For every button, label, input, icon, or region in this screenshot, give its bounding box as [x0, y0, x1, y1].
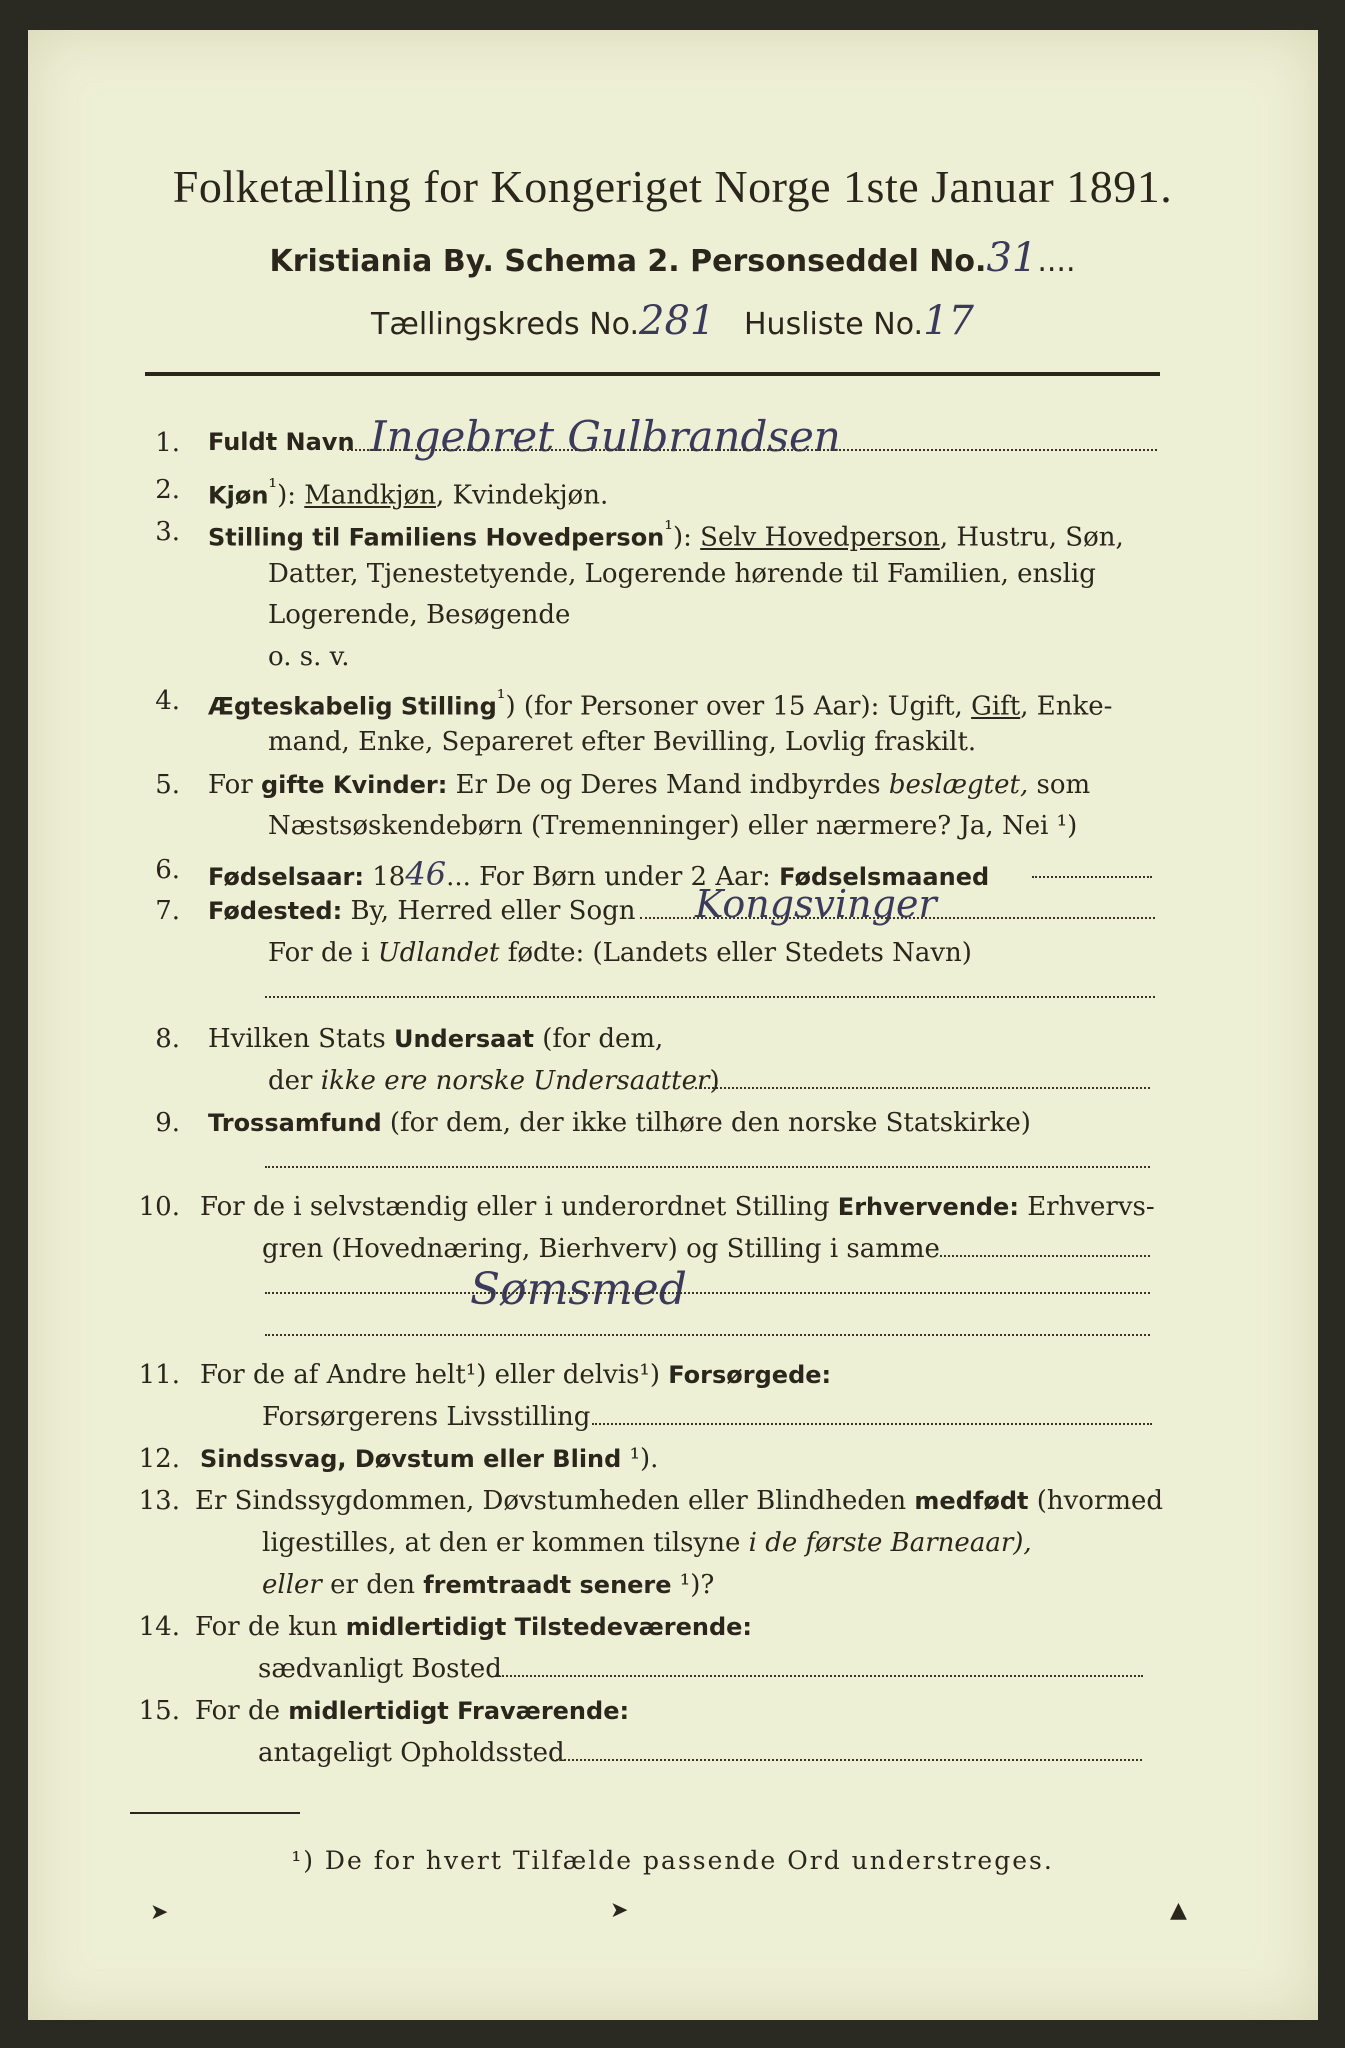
field-text	[200, 1360, 831, 1390]
field-number: 5.	[155, 770, 180, 800]
field-text	[208, 686, 1112, 722]
field-label: Kjøn	[208, 481, 269, 510]
text: For de kun	[195, 1612, 346, 1642]
text: By, Herred eller Sogn	[342, 896, 636, 926]
field-text	[200, 1444, 658, 1474]
text: For de i selvstændig eller i underordnet Stilling	[200, 1192, 838, 1222]
field-label: Stilling til Familiens Hovedperson	[208, 523, 665, 552]
husliste-label: Husliste No.	[744, 307, 924, 342]
text: (for dem,	[533, 1024, 664, 1054]
position-selected: Selv Hovedperson	[700, 522, 940, 553]
text: Næstsøskendebørn (Tremenninger) eller nærmere? Ja, Nei ¹)	[268, 811, 1078, 841]
text: , Hustru, Søn,	[939, 522, 1124, 553]
footnote-ref: ¹	[268, 475, 278, 500]
field-number: 3.	[155, 517, 180, 547]
text: gren (Hovednæring, Bierhverv) og Stilling i samme	[262, 1234, 940, 1264]
gender-selected: Mandkjøn	[304, 480, 436, 511]
field-number: 6.	[155, 855, 180, 885]
marital-selected: Gift	[971, 691, 1021, 722]
header-divider	[145, 372, 1160, 376]
district-line	[0, 298, 1345, 344]
field-label: gifte Kvinder:	[260, 771, 448, 799]
text: Erhvervs-	[1018, 1192, 1155, 1222]
text	[262, 1528, 1032, 1558]
text	[268, 938, 972, 968]
text: ) (for Personer over 15 Aar): Ugift,	[505, 691, 972, 722]
text: ligestilles, at den er kommen tilsyne	[262, 1528, 749, 1558]
text: ¹)?	[671, 1570, 715, 1600]
text: ¹).	[621, 1444, 659, 1474]
occupation-value: Sømsmed	[470, 1264, 687, 1315]
field-text	[208, 1108, 1031, 1138]
text: For	[208, 770, 261, 800]
text: er den	[321, 1570, 424, 1600]
field-number: 1.	[155, 428, 180, 458]
field-text	[208, 770, 1090, 800]
text: 18	[364, 862, 406, 892]
text: eller	[262, 1570, 322, 1600]
text: For de af Andre helt¹) eller delvis¹)	[200, 1360, 669, 1390]
field-label: Trossamfund	[208, 1109, 382, 1137]
birthplace-value: Kongsvinger	[695, 882, 937, 926]
field-label: medfødt	[914, 1487, 1029, 1515]
text: som	[1028, 770, 1091, 800]
text: ):	[277, 480, 305, 511]
text: der	[268, 1066, 321, 1096]
husliste-number: 17	[923, 298, 974, 344]
field-number: 11.	[138, 1360, 180, 1390]
footnote: ¹) De for hvert Tilfælde passende Ord understreges.	[291, 1846, 1054, 1875]
footnote-ref: ¹	[664, 517, 673, 542]
field-text	[195, 1612, 752, 1642]
full-name-value: Ingebret Gulbrandsen	[370, 412, 841, 461]
text: o. s. v.	[268, 642, 350, 672]
text: Logerende, Besøgende	[268, 600, 571, 630]
field-number: 2.	[155, 475, 180, 505]
text: Er De og Deres Mand indbyrdes	[447, 770, 889, 800]
text: (hvormed	[1028, 1486, 1164, 1516]
field-number: 9.	[155, 1108, 180, 1138]
text: fødte: (Landets eller Stedets Navn)	[499, 938, 972, 968]
field-label: midlertidigt Tilstedeværende:	[345, 1613, 753, 1641]
field-label: Fødselsmaaned	[779, 863, 990, 891]
field-number: 13.	[138, 1486, 180, 1516]
text: , Enke-	[1020, 691, 1113, 722]
text	[268, 1066, 720, 1096]
footnote-ref: ¹	[496, 686, 506, 711]
field-label: Ægteskabelig Stilling	[208, 692, 497, 721]
field-label: Fødested:	[208, 897, 343, 925]
schema-label: Kristiania By. Schema 2. Personseddel No.	[269, 244, 987, 279]
field-text	[208, 1024, 663, 1054]
schema-line: Kristiania By. Schema 2. Personseddel No.31....	[269, 235, 1076, 281]
field-label: Undersaat	[393, 1025, 534, 1053]
field-label: fremtraadt senere	[423, 1571, 672, 1599]
footnote-divider	[130, 1812, 300, 1814]
taellingskreds-number: 281	[639, 298, 716, 344]
field-label: Erhvervende:	[837, 1193, 1019, 1221]
field-text	[208, 475, 608, 511]
text: sædvanligt Bosted	[258, 1654, 502, 1684]
text: , Kvindekjøn.	[436, 480, 609, 511]
field-number: 12.	[138, 1444, 180, 1474]
field-label: Fødselsaar:	[208, 863, 364, 891]
text: For de i	[268, 938, 378, 968]
field-number: 7.	[155, 896, 180, 926]
text: Er Sindssygdommen, Døvstumheden eller Blindheden	[195, 1486, 915, 1516]
field-text	[208, 517, 1124, 553]
text: ikke ere norske Undersaatter	[320, 1066, 710, 1096]
birth-year-value: 46	[405, 855, 447, 893]
text: Udlandet	[377, 938, 500, 968]
text: For Børn under 2 Aar:	[470, 862, 780, 892]
field-number: 8.	[155, 1024, 180, 1054]
text: i de første Barneaar),	[748, 1528, 1032, 1558]
field-text	[208, 896, 636, 926]
text: (for dem, der ikke tilhøre den norske Statskirke)	[381, 1108, 1031, 1138]
field-number: 14.	[138, 1612, 180, 1642]
field-text	[195, 1696, 629, 1726]
text: Forsørgerens Livsstilling	[262, 1402, 591, 1432]
field-label: Fuldt Navn	[208, 428, 355, 456]
text: Hvilken Stats	[208, 1024, 394, 1054]
field-text	[200, 1192, 1155, 1222]
field-number: 10.	[138, 1192, 180, 1222]
text: ):	[672, 522, 701, 553]
field-number: 4.	[155, 686, 180, 716]
form-title: Folketælling for Kongeriget Norge 1ste Januar 1891.	[172, 161, 1173, 212]
field-text	[195, 1486, 1163, 1516]
registration-mark-icon: ➤	[150, 1900, 169, 1925]
text: beslægtet,	[888, 770, 1029, 800]
registration-mark-icon: ➤	[610, 1898, 629, 1923]
field-number: 15.	[138, 1696, 180, 1726]
text: antageligt Opholdssted	[258, 1738, 565, 1768]
personseddel-number: 31	[986, 235, 1038, 281]
text: Datter, Tjenestetyende, Logerende hørende til Familien, enslig	[268, 559, 1096, 589]
field-label: Forsørgede:	[668, 1361, 832, 1389]
taellingskreds-label: Tællingskreds No.	[371, 307, 640, 342]
field-label: Sindssvag, Døvstum eller Blind	[200, 1445, 622, 1473]
registration-mark-icon: ▲	[1170, 1898, 1187, 1923]
field-text: Fødselsaar: 1846... For Børn under 2 Aar: Fødselsmaaned	[208, 855, 990, 893]
text	[262, 1570, 714, 1600]
field-label: midlertidigt Fraværende:	[288, 1697, 630, 1725]
text: )	[709, 1066, 720, 1096]
text: mand, Enke, Separeret efter Bevilling, Lovlig fraskilt.	[268, 727, 977, 757]
text: For de	[195, 1696, 289, 1726]
